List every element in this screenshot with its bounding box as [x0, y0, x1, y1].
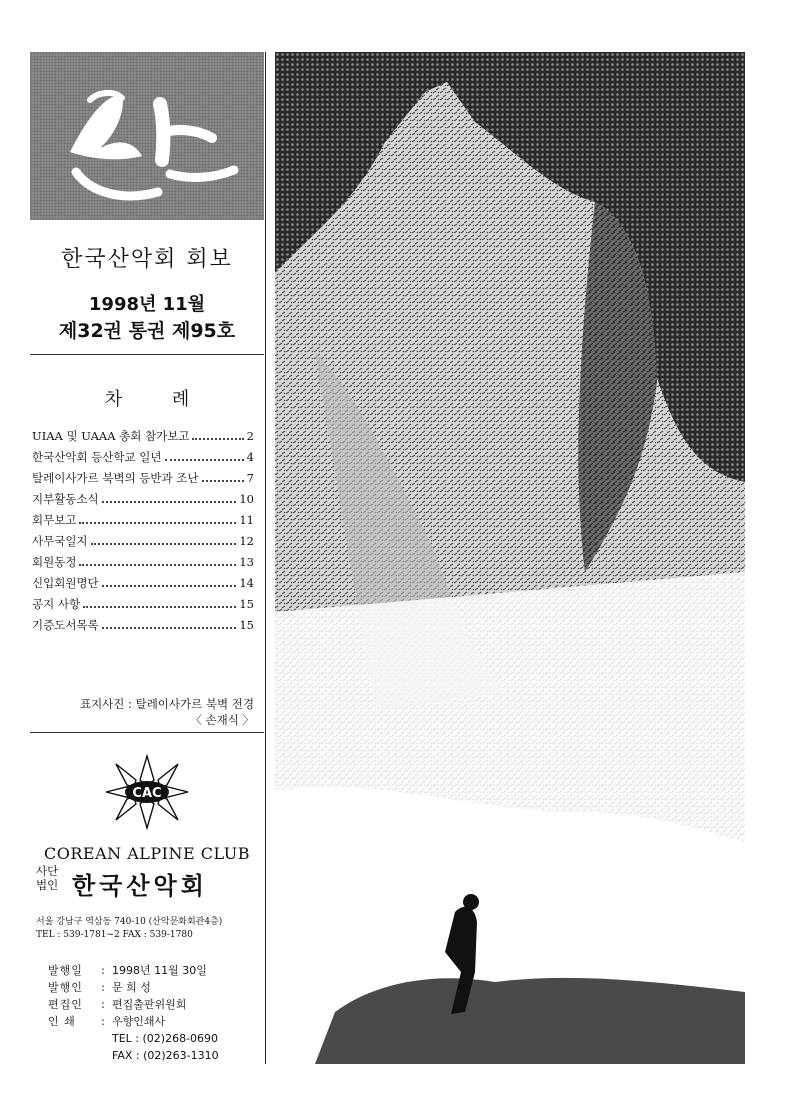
phone-fax-line: TEL : 539-1781~2 FAX : 539-1780 — [36, 930, 193, 940]
toc-item-page: 11 — [239, 513, 254, 527]
corp-label-line: 사단 — [36, 864, 59, 878]
corp-label-line: 법인 — [36, 878, 59, 892]
cover-credit — [30, 696, 254, 728]
publication-row — [48, 996, 262, 1013]
toc-leader-dots — [102, 584, 237, 587]
toc-heading: 차 례 — [104, 389, 212, 410]
toc-item — [32, 554, 254, 575]
cover-photo-mountain — [275, 52, 745, 1064]
club-name-korean: 한국산악회 — [72, 871, 208, 900]
toc-item-title: 지부활동소식 — [32, 492, 99, 506]
colon: : — [101, 998, 105, 1011]
publication-label: 발행일 — [48, 964, 83, 977]
toc-item — [32, 491, 254, 512]
calligraphy-san-icon — [30, 52, 264, 220]
toc-leader-dots — [165, 458, 244, 461]
toc-item — [32, 470, 254, 491]
bulletin-title: 한국산악회 회보 — [61, 247, 233, 272]
publication-info — [48, 962, 262, 1064]
toc-leader-dots — [91, 542, 237, 545]
emblem-letters: CAC — [132, 786, 162, 801]
publication-row — [48, 1013, 262, 1030]
toc-leader-dots — [192, 437, 243, 440]
cover-photographer: 〈 손재식 〉 — [190, 713, 254, 727]
publication-label: 편집인 — [48, 998, 83, 1011]
toc-item-title: 탈레이사가르 북벽의 등반과 조난 — [32, 471, 199, 485]
publication-label: 발행인 — [48, 981, 83, 994]
corporation-label — [36, 864, 64, 892]
cover-sidebar — [30, 52, 264, 1064]
issue-date: 1998년 11월 — [88, 294, 206, 315]
column-divider — [265, 52, 266, 1064]
printer-contact: FAX : (02)263-1310 — [112, 1049, 219, 1062]
divider — [30, 732, 264, 733]
divider — [30, 354, 264, 355]
toc-item-page: 12 — [239, 534, 254, 548]
publication-value: 우향인쇄사 — [112, 1015, 166, 1028]
publication-row — [48, 979, 262, 996]
toc-item — [32, 428, 254, 449]
colon: : — [101, 981, 105, 994]
toc-list — [32, 428, 254, 638]
toc-item-title: 신입회원명단 — [32, 576, 99, 590]
toc-item-page: 4 — [246, 450, 254, 464]
toc-item-page: 15 — [239, 618, 254, 632]
toc-item-page: 14 — [239, 576, 254, 590]
toc-leader-dots — [102, 500, 237, 503]
publication-label: 인 쇄 — [48, 1015, 76, 1028]
issue-volume: 제32권 통권 제95호 — [58, 320, 236, 342]
printer-contact: TEL : (02)268-0690 — [112, 1032, 219, 1045]
toc-item-page: 10 — [239, 492, 254, 506]
club-name-english: COREAN ALPINE CLUB — [44, 844, 250, 863]
toc-leader-dots — [79, 563, 236, 566]
address-line: 서울 강남구 역삼동 740-10 (산악문화회관4층) — [36, 917, 223, 927]
toc-item-title: 공지 사항 — [32, 597, 81, 611]
edelweiss-emblem-icon — [102, 752, 192, 832]
toc-item — [32, 617, 254, 638]
toc-leader-dots — [202, 479, 244, 482]
publication-value: 문 희 성 — [112, 981, 151, 994]
toc-item — [32, 449, 254, 470]
toc-item-title: 기증도서목록 — [32, 618, 99, 632]
publication-value: 1998년 11월 30일 — [112, 964, 207, 977]
club-address — [36, 916, 262, 942]
toc-item-title: 회원동정 — [32, 555, 77, 569]
toc-item — [32, 533, 254, 554]
toc-item-page: 2 — [246, 429, 254, 443]
toc-item-title: 한국산악회 등산학교 일년 — [32, 450, 162, 464]
toc-leader-dots — [83, 605, 236, 608]
toc-item — [32, 575, 254, 596]
toc-item-page: 15 — [239, 597, 254, 611]
publication-row — [48, 962, 262, 979]
colon: : — [101, 1015, 105, 1028]
colon: : — [101, 964, 105, 977]
toc-item-title: 회무보고 — [32, 513, 77, 527]
toc-item-page: 7 — [246, 471, 254, 485]
cover-caption: 표지사진 : 탈레이사가르 북벽 전경 — [79, 697, 254, 711]
toc-leader-dots — [79, 521, 236, 524]
toc-item-page: 13 — [239, 555, 254, 569]
publication-value: 편집출판위원회 — [112, 998, 187, 1011]
toc-item — [32, 596, 254, 617]
toc-item-title: UIAA 및 UAAA 총회 참가보고 — [32, 429, 190, 443]
toc-item-title: 사무국일지 — [32, 534, 88, 548]
toc-item — [32, 512, 254, 533]
masthead-logo — [30, 52, 264, 220]
toc-leader-dots — [102, 626, 237, 629]
